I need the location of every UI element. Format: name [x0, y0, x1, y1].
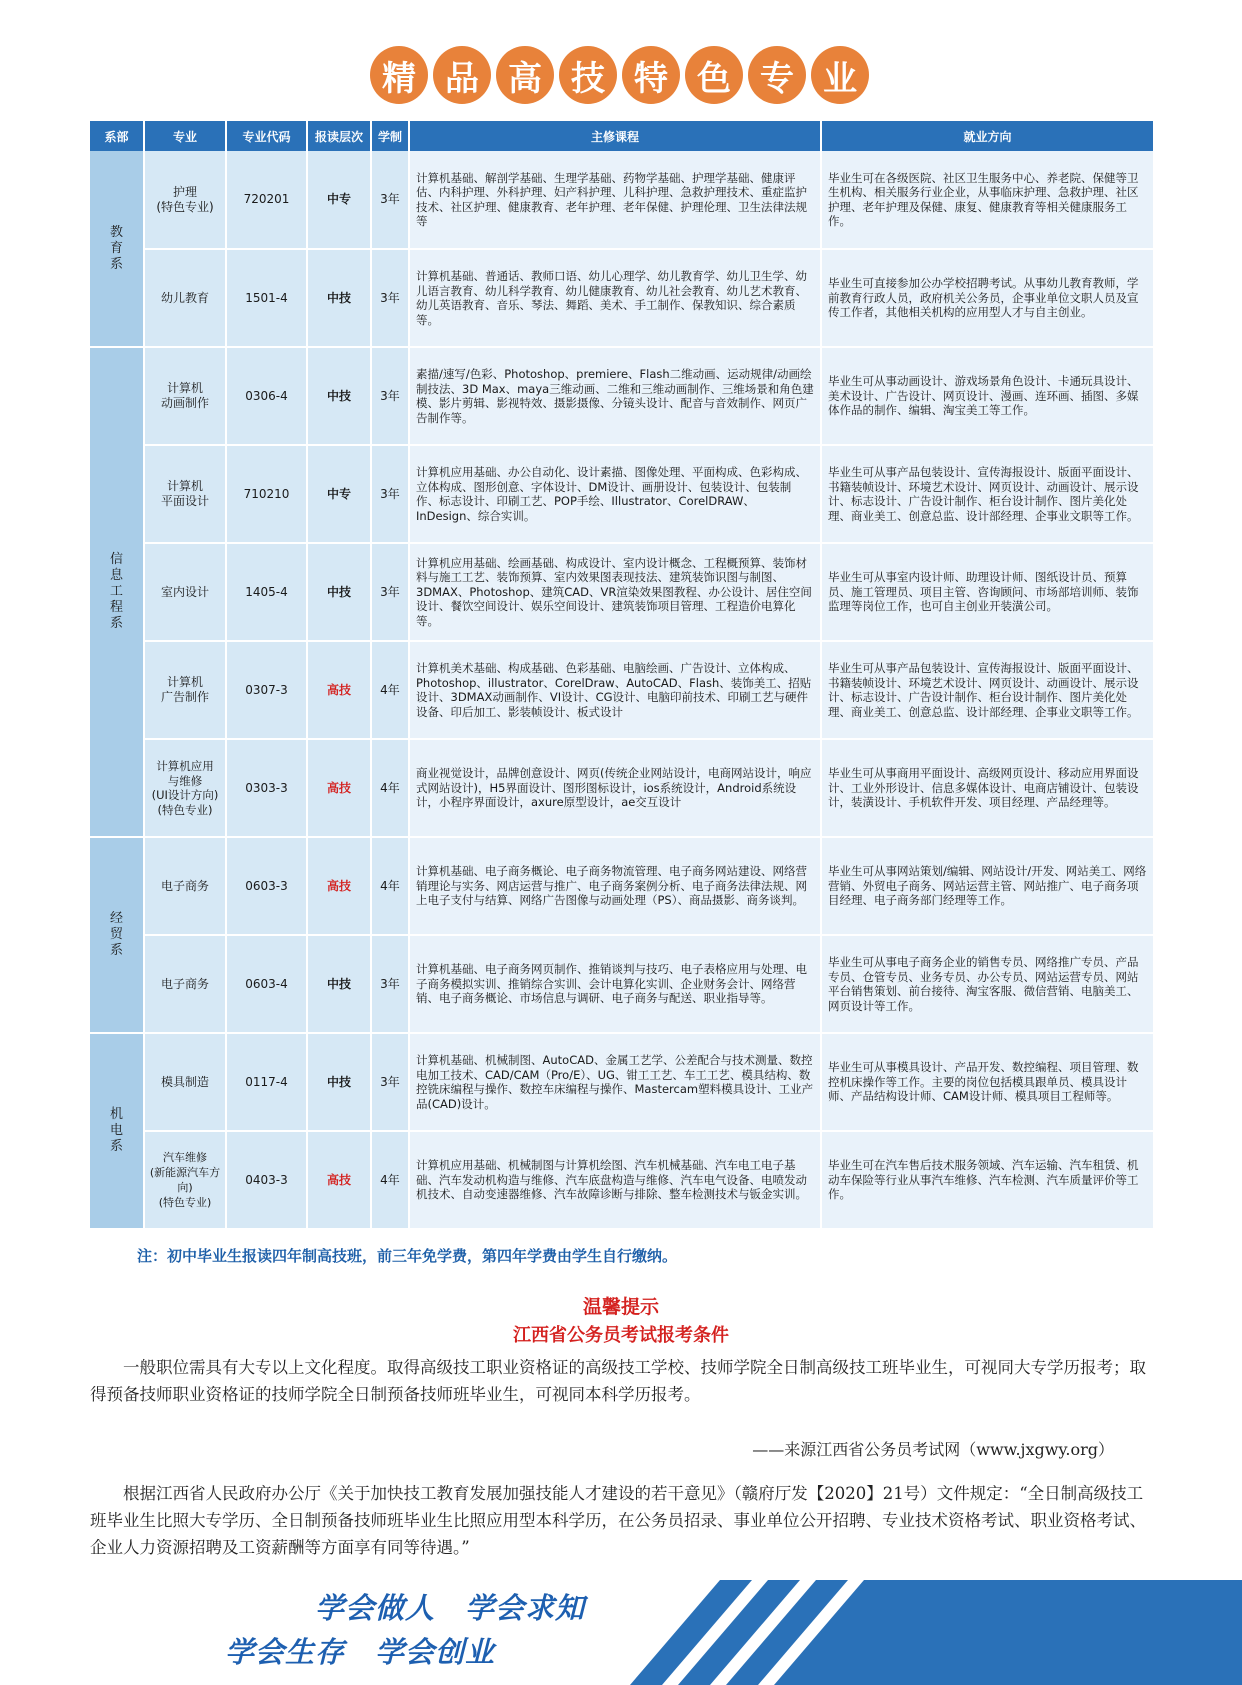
- tips-paragraph-1: 一般职位需具有大专以上文化程度。取得高级技工职业资格证的高级技工学校、技师学院全日制高级技工班毕业生，可视同大专学历报考；取得预备技师职业资格证的技师学院全日制预备技师班毕业生，可视同本科学历报考。: [90, 1358, 1146, 1404]
- table-row: [90, 935, 1154, 1033]
- header-level: 报读层次: [307, 121, 371, 151]
- level-cell: 高技: [307, 1131, 371, 1229]
- dept-cell: [90, 151, 144, 347]
- header-major: 专业: [144, 121, 226, 151]
- majors-table: [90, 121, 1155, 1230]
- table-row: [90, 739, 1154, 837]
- table-row: [90, 1033, 1154, 1131]
- title-char: 精: [370, 46, 428, 104]
- level-cell: 中技: [307, 249, 371, 347]
- tips-title: 温馨提示: [582, 1296, 659, 1318]
- level-cell: 中专: [307, 151, 371, 249]
- major-cell: 汽车维修 (新能源汽车方向) (特色专业): [144, 1131, 226, 1229]
- header-years: 学制: [371, 121, 409, 151]
- years-cell: 3年: [371, 347, 409, 445]
- table-row: [90, 347, 1154, 445]
- level-cell: 高技: [307, 641, 371, 739]
- major-cell: 计算机应用 与维修 (UI设计方向) (特色专业): [144, 739, 226, 837]
- title-char: 业: [811, 46, 869, 104]
- dept-name: 机电系: [109, 1107, 123, 1154]
- courses-cell: 计算机美术基础、构成基础、色彩基础、电脑绘画、广告设计、立体构成、Photoshop、illustrator、CorelDraw、AutoCAD、Flash、装饰美工、招贴设计、3DMAX动画制作、VI设计、CG设计、电脑印前技术、印刷工艺与硬件设备、印后加工、影装帧设计、板式设计: [409, 641, 821, 739]
- major-cell: 计算机 广告制作: [144, 641, 226, 739]
- years-cell: 4年: [371, 1131, 409, 1229]
- tuition-note: 注：初中毕业生报读四年制高技班，前三年免学费，第四年学费由学生自行缴纳。: [137, 1247, 678, 1265]
- table-row: [90, 641, 1154, 739]
- dept-name: 教育系: [109, 224, 123, 272]
- code-cell: 0403-3: [226, 1131, 307, 1229]
- table-row: [90, 543, 1154, 641]
- major-cell: 计算机 平面设计: [144, 445, 226, 543]
- courses-cell: 计算机应用基础、绘画基础、构成设计、室内设计概念、工程概预算、装饰材料与施工工艺、装饰预算、室内效果图表现技法、建筑装饰识图与制图、3DMAX、Photoshop、建筑CAD、VR渲染效果图教程、办公设计、居住空间设计、餐饮空间设计、娱乐空间设计、建筑装饰项目管理、工程造价电算化等。: [409, 543, 821, 641]
- level-cell: 中技: [307, 347, 371, 445]
- career-cell: 毕业生可从事网站策划/编辑、网站设计/开发、网站美工、网络营销、外贸电子商务、网站运营主管、网站推广、电子商务项目经理、电子商务部门经理等工作。: [821, 837, 1154, 935]
- level-cell: 中技: [307, 935, 371, 1033]
- career-cell: 毕业生可从事动画设计、游戏场景角色设计、卡通玩具设计、美术设计、广告设计、网页设计、漫画、连环画、插图、多媒体作品的制作、编辑、淘宝美工等工作。: [821, 347, 1154, 445]
- header-career: 就业方向: [821, 121, 1154, 151]
- code-cell: 1501-4: [226, 249, 307, 347]
- title-char: 特: [622, 46, 680, 104]
- tips-paragraph-2: 根据江西省人民政府办公厅《关于加快技工教育发展加强技能人才建设的若干意见》（赣府厅发【2020】21号）文件规定：“全日制高级技工班毕业生比照大专学历、全日制预备技师班毕业生比照应用型本科学历，在公务员招录、事业单位公开招聘、专业技术资格考试、职业资格考试、企业人力资源招聘及工资薪酬等方面享有同等待遇。”: [90, 1484, 1146, 1557]
- years-cell: 3年: [371, 445, 409, 543]
- years-cell: 3年: [371, 543, 409, 641]
- years-cell: 3年: [371, 935, 409, 1033]
- title-char: 技: [559, 46, 617, 104]
- code-cell: 0603-3: [226, 837, 307, 935]
- level-cell: 高技: [307, 739, 371, 837]
- courses-cell: 计算机基础、解剖学基础、生理学基础、药物学基础、护理学基础、健康评估、内科护理、外科护理、妇产科护理、儿科护理、急救护理技术、重症监护技术、社区护理、健康教育、老年护理、老年保健、护理伦理、卫生法律法规等: [409, 151, 821, 249]
- title-char: 品: [433, 46, 491, 104]
- major-cell: 电子商务: [144, 837, 226, 935]
- level-cell: 中专: [307, 445, 371, 543]
- decorative-stripes: [590, 1560, 1242, 1685]
- code-cell: 720201: [226, 151, 307, 249]
- years-cell: 3年: [371, 1033, 409, 1131]
- level-cell: 中技: [307, 1033, 371, 1131]
- courses-cell: 商业视觉设计，品牌创意设计、网页(传统企业网站设计，电商网站设计，响应式网站设计)，H5界面设计、图形图标设计，ios系统设计，Android系统设计，小程序界面设计，axure原型设计，ae交互设计: [409, 739, 821, 837]
- major-cell: 护理 (特色专业): [144, 151, 226, 249]
- years-cell: 3年: [371, 151, 409, 249]
- tips-source: ——来源江西省公务员考试网（www.jxgwy.org）: [752, 1440, 1114, 1459]
- slogan-line-1: 学会做人 学会求知: [315, 1591, 586, 1625]
- years-cell: 4年: [371, 641, 409, 739]
- code-cell: 710210: [226, 445, 307, 543]
- title-char: 专: [748, 46, 806, 104]
- courses-cell: 计算机基础、电子商务概论、电子商务物流管理、电子商务网站建设、网络营销理论与实务、网店运营与推广、电子商务案例分析、电子商务法律法规、网上电子支付与结算、网络广告图像与动画处理（PS）、商品摄影、商务谈判。: [409, 837, 821, 935]
- table-row: [90, 837, 1154, 935]
- page-title: [370, 46, 875, 106]
- dept-cell: [90, 837, 144, 1033]
- code-cell: 1405-4: [226, 543, 307, 641]
- dept-cell: [90, 1033, 144, 1229]
- major-cell: 幼儿教育: [144, 249, 226, 347]
- header-dept: 系部: [90, 121, 144, 151]
- dept-name: 信息工程系: [109, 552, 123, 631]
- title-char: 高: [496, 46, 554, 104]
- courses-cell: 计算机应用基础、机械制图与计算机绘图、汽车机械基础、汽车电工电子基础、汽车发动机构造与维修、汽车底盘构造与维修、汽车电气设备、电喷发动机技术、自动变速器维修、汽车故障诊断与排除、整车检测技术与钣金实训。: [409, 1131, 821, 1229]
- major-cell: 计算机 动画制作: [144, 347, 226, 445]
- tips-subtitle: 江西省公务员考试报考条件: [513, 1325, 729, 1346]
- courses-cell: 计算机基础、普通话、教师口语、幼儿心理学、幼儿教育学、幼儿卫生学、幼儿语言教育、幼儿科学教育、幼儿健康教育、幼儿社会教育、幼儿艺术教育、幼儿英语教育、音乐、琴法、舞蹈、美术、手工制作、保教知识、综合素质等。: [409, 249, 821, 347]
- major-cell: 电子商务: [144, 935, 226, 1033]
- career-cell: 毕业生可从事电子商务企业的销售专员、网络推广专员、产品专员、仓管专员、业务专员、办公专员、网站运营专员、网站平台销售策划、前台接待、淘宝客服、微信营销、电脑美工、网页设计等工作。: [821, 935, 1154, 1033]
- career-cell: 毕业生可从事商用平面设计、高级网页设计、移动应用界面设计、工业外形设计、信息多媒体设计、电商店铺设计、包装设计，装潢设计、手机软件开发、项目经理、产品经理等。: [821, 739, 1154, 837]
- courses-cell: 计算机基础、电子商务网页制作、推销谈判与技巧、电子表格应用与处理、电子商务模拟实训、推销综合实训、会计电算化实训、企业财务会计、网络营销、电子商务概论、市场信息与调研、电子商务与配送、职业指导等。: [409, 935, 821, 1033]
- code-cell: 0306-4: [226, 347, 307, 445]
- table-row: [90, 445, 1154, 543]
- career-cell: 毕业生可从事产品包装设计、宣传海报设计、版面平面设计、书籍装帧设计、环境艺术设计、网页设计、动画设计、展示设计、标志设计、广告设计制作、柜台设计制作、图片美化处理、商业美工、创意总监、设计部经理、企事业文职等工作。: [821, 445, 1154, 543]
- table-row: [90, 1131, 1154, 1229]
- courses-cell: 计算机应用基础、办公自动化、设计素描、图像处理、平面构成、色彩构成、立体构成、图形创意、字体设计、DM设计、画册设计、包装设计、包装制作、标志设计、印刷工艺、POP手绘、Illustrator、CorelDRAW、InDesign、综合实训。: [409, 445, 821, 543]
- code-cell: 0307-3: [226, 641, 307, 739]
- career-cell: 毕业生可从事室内设计师、助理设计师、图纸设计员、预算员、施工管理员、项目主管、咨询顾问、市场部培训师、装饰监理等岗位工作，也可自主创业开装潢公司。: [821, 543, 1154, 641]
- slogan-line-2: 学会生存 学会创业: [225, 1635, 496, 1669]
- years-cell: 3年: [371, 249, 409, 347]
- code-cell: 0603-4: [226, 935, 307, 1033]
- career-cell: 毕业生可在汽车售后技术服务领域、汽车运输、汽车租赁、机动车保险等行业从事汽车维修、汽车检测、汽车质量评价等工作。: [821, 1131, 1154, 1229]
- level-cell: 高技: [307, 837, 371, 935]
- courses-cell: 素描/速写/色彩、Photoshop、premiere、Flash二维动画、运动规律/动画绘制技法、3D Max、maya三维动画、二维和三维动画制作、三维场景和角色建模、影片剪辑、影视特效、摄影摄像、分镜头设计、配音与音效制作、网页广告制作等。: [409, 347, 821, 445]
- level-cell: 中技: [307, 543, 371, 641]
- career-cell: 毕业生可在各级医院、社区卫生服务中心、养老院、保健等卫生机构、相关服务行业企业，从事临床护理、急救护理、社区护理、老年护理及保健、康复、健康教育等相关健康服务工作。: [821, 151, 1154, 249]
- career-cell: 毕业生可从事模具设计、产品开发、数控编程、项目管理、数控机床操作等工作。主要的岗位包括模具跟单员、模具设计师、产品结构设计师、CAM设计师、模具项目工程师等。: [821, 1033, 1154, 1131]
- header-code: 专业代码: [226, 121, 307, 151]
- dept-cell: [90, 347, 144, 837]
- table-header-row: [90, 121, 1154, 151]
- code-cell: 0117-4: [226, 1033, 307, 1131]
- major-cell: 室内设计: [144, 543, 226, 641]
- years-cell: 4年: [371, 837, 409, 935]
- dept-name: 经贸系: [109, 911, 123, 958]
- code-cell: 0303-3: [226, 739, 307, 837]
- title-char: 色: [685, 46, 743, 104]
- table-row: [90, 249, 1154, 347]
- header-courses: 主修课程: [409, 121, 821, 151]
- career-cell: 毕业生可直接参加公办学校招聘考试。从事幼儿教育教师，学前教育行政人员，政府机关公务员，企事业单位文职人员及宣传工作者，其他相关机构的应用型人才与自主创业。: [821, 249, 1154, 347]
- major-cell: 模具制造: [144, 1033, 226, 1131]
- career-cell: 毕业生可从事产品包装设计、宣传海报设计、版面平面设计、书籍装帧设计、环境艺术设计、网页设计、动画设计、展示设计、标志设计、广告设计制作、柜台设计制作、图片美化处理、商业美工、创意总监、设计部经理、企事业文职等工作。: [821, 641, 1154, 739]
- courses-cell: 计算机基础、机械制图、AutoCAD、金属工艺学、公差配合与技术测量、数控电加工技术、CAD/CAM（Pro/E）、UG、钳工工艺、车工工艺、模具结构、数控铣床编程与操作、数控车床编程与操作、Mastercam塑料模具设计、工业产品(CAD)设计。: [409, 1033, 821, 1131]
- years-cell: 4年: [371, 739, 409, 837]
- table-row: [90, 151, 1154, 249]
